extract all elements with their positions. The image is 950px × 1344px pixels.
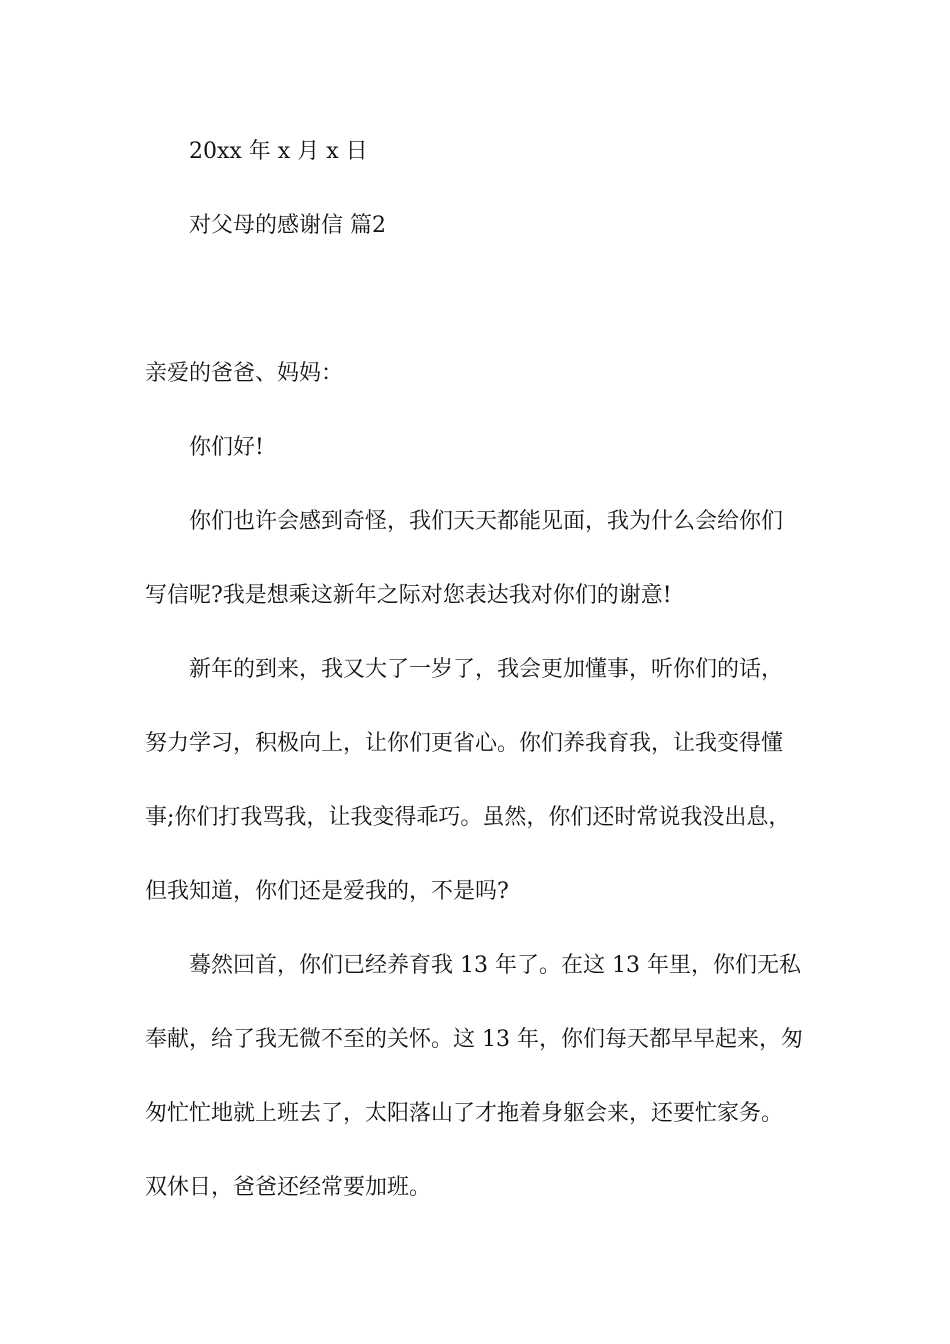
paragraph-line: 努力学习，积极向上，让你们更省心。你们养我育我，让我变得懂 xyxy=(145,731,784,756)
date-line: 20xx 年 x 月 x 日 xyxy=(189,139,368,164)
paragraph-line: 事;你们打我骂我，让我变得乖巧。虽然，你们还时常说我没出息， xyxy=(145,805,791,830)
section-title: 对父母的感谢信 篇2 xyxy=(189,213,386,238)
paragraph-line: 蓦然回首，你们已经养育我 13 年了。在这 13 年里，你们无私 xyxy=(189,953,801,978)
paragraph-line: 奉献，给了我无微不至的关怀。这 13 年，你们每天都早早起来，匆 xyxy=(145,1027,803,1052)
paragraph-line: 新年的到来，我又大了一岁了，我会更加懂事，听你们的话， xyxy=(189,657,784,682)
greeting: 你们好! xyxy=(189,435,264,460)
paragraph-line: 写信呢?我是想乘这新年之际对您表达我对你们的谢意! xyxy=(145,583,672,608)
salutation: 亲爱的爸爸、妈妈： xyxy=(145,361,344,386)
paragraph-line: 你们也许会感到奇怪，我们天天都能见面，我为什么会给你们 xyxy=(189,509,784,534)
paragraph-line: 但我知道，你们还是爱我的，不是吗? xyxy=(145,879,509,904)
paragraph-line: 匆忙忙地就上班去了，太阳落山了才拖着身躯会来，还要忙家务。 xyxy=(145,1101,784,1126)
paragraph-line: 双休日，爸爸还经常要加班。 xyxy=(145,1175,432,1200)
